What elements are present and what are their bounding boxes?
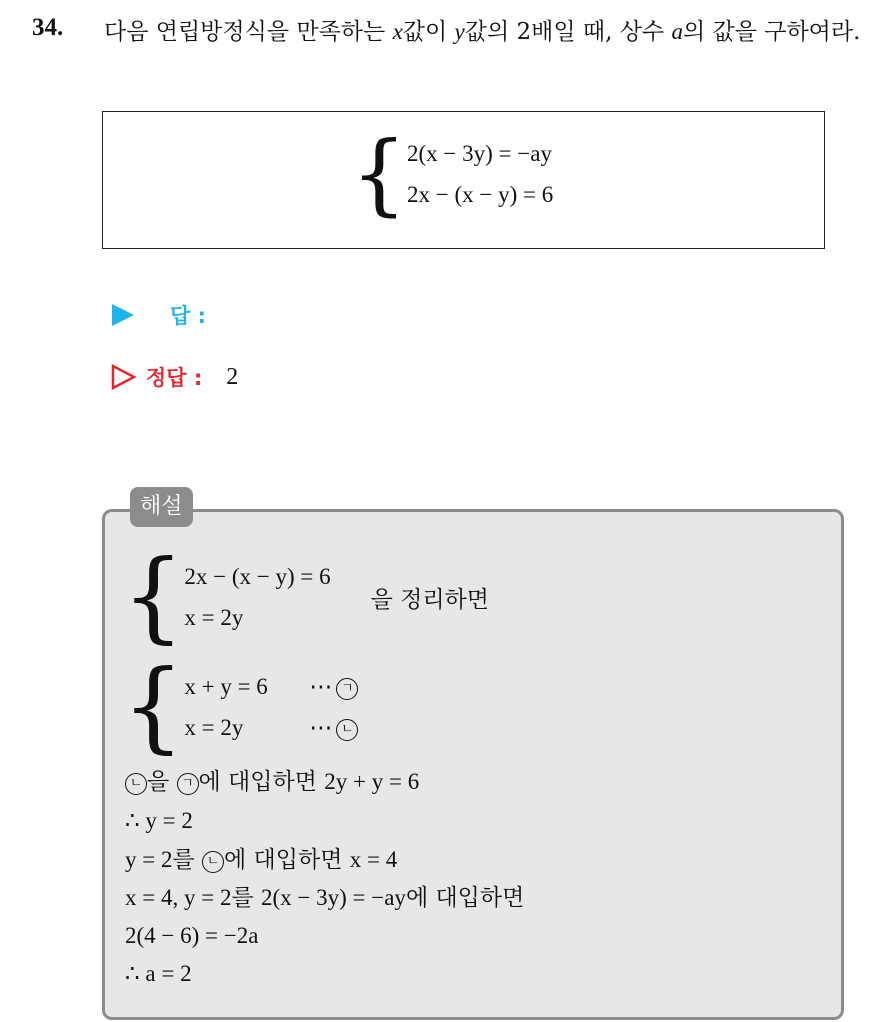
outline-triangle-icon xyxy=(110,363,136,391)
circled-mark: ㄴ xyxy=(125,773,147,795)
left-brace: { xyxy=(351,122,407,225)
play-triangle-icon xyxy=(110,302,136,328)
correct-answer-row xyxy=(110,362,238,392)
explanation-tag: 해설 xyxy=(130,487,193,527)
correct-answer-value: 2 xyxy=(226,363,239,390)
exp-sys2-line-1: x + y = 6 xyxy=(184,674,268,699)
correct-answer-label: 정답 : xyxy=(146,366,203,390)
circled-mark: ㄱ xyxy=(177,773,199,795)
left-brace: { xyxy=(122,650,185,764)
equation-box xyxy=(102,111,825,249)
question-system xyxy=(351,122,554,225)
exp-step-y-result: ∴ y = 2 xyxy=(125,808,193,833)
circled-mark: ㄱ xyxy=(336,678,358,700)
exp-sys1-line-2: x = 2y xyxy=(184,605,244,630)
exp-sys2-mark-1: ⋯ ㄱ xyxy=(309,666,358,707)
explanation-system-2 xyxy=(122,650,358,764)
exp-sys1-line-1: 2x − (x − y) = 6 xyxy=(184,564,331,589)
exp-step-a-result: ∴ a = 2 xyxy=(125,961,192,986)
exp-step-substitute-2: y = 2를 ㄴ 에 대입하면 x = 4 xyxy=(125,847,398,873)
system-line-1: 2(x − 3y) = −ay xyxy=(407,141,552,166)
circled-mark: ㄴ xyxy=(202,851,224,873)
left-brace: { xyxy=(122,540,185,654)
exp-sys1-suffix: 을 정리하면 xyxy=(370,586,489,613)
exp-step-substitute-3: x = 4, y = 2를 2(x − 3y) = −ay에 대입하면 xyxy=(125,885,525,911)
question-number: 34. xyxy=(32,14,64,41)
exp-step-substitute-1: ㄴ 을 ㄱ 에 대입하면 2y + y = 6 xyxy=(125,764,419,800)
question-text: 다음 연립방정식을 만족하는 x값이 y값의 2배일 때, 상수 a의 값을 구하여라. xyxy=(104,19,861,45)
exp-step-compute: 2(4 − 6) = −2a xyxy=(125,923,259,948)
system-line-2: 2x − (x − y) = 6 xyxy=(407,182,554,207)
explanation-system-1 xyxy=(122,540,489,654)
answer-label: 답 : xyxy=(170,304,206,328)
exp-sys2-line-2: x = 2y xyxy=(184,715,244,740)
circled-mark: ㄴ xyxy=(336,719,358,741)
answer-row xyxy=(110,300,206,330)
exp-sys2-mark-2: ⋯ ㄴ xyxy=(309,707,358,748)
